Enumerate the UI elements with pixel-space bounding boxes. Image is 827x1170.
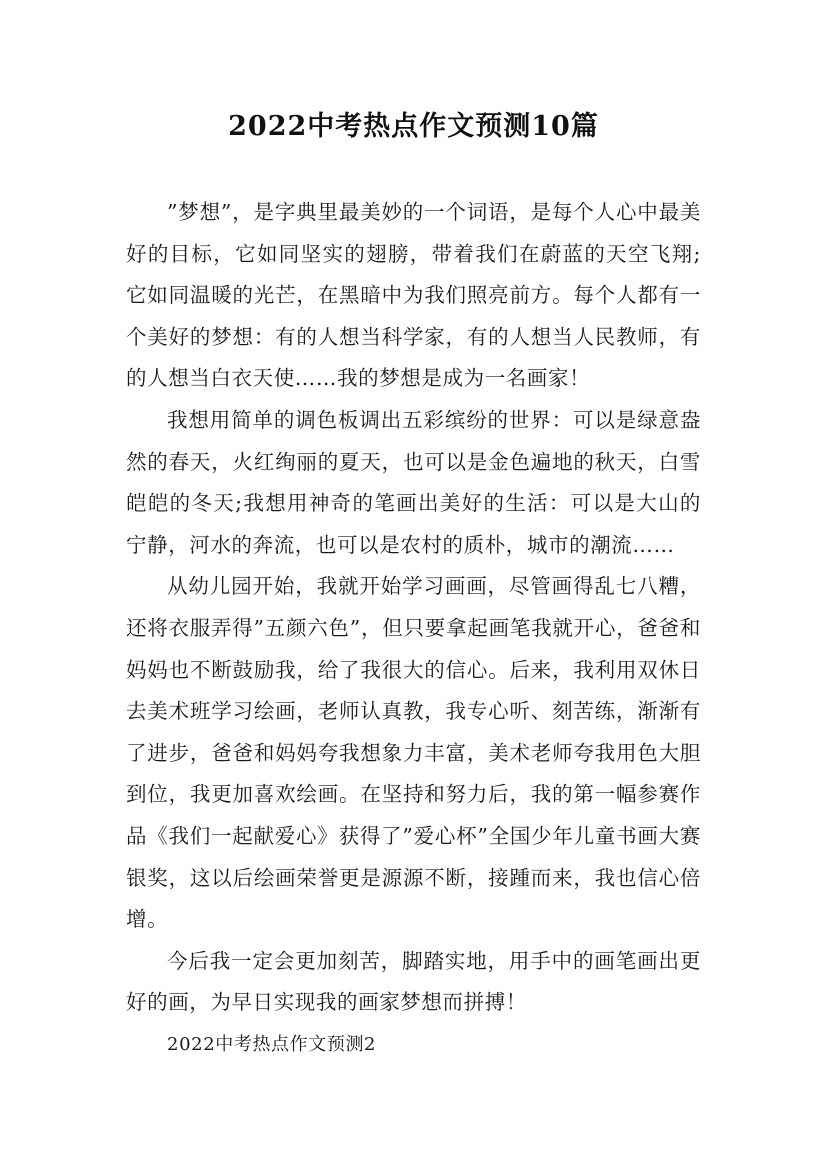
document-body [126,192,701,1065]
paragraph-learning: 从幼儿园开始，我就开始学习画画，尽管画得乱七八糟，还将衣服弄得”五颜六色”，但只要拿起画笔我就开心，爸爸和妈妈也不断鼓励我，给了我很大的信心。后来，我利用双休日去美术班学习绘画，老师认真教，我专心听、刻苦练，渐渐有了进步，爸爸和妈妈夸我想象力丰富，美术老师夸我用色大胆到位，我更加喜欢绘画。在坚持和努力后，我的第一幅参赛作品《我们一起献爱心》获得了”爱心杯”全国少年儿童书画大赛银奖，这以后绘画荣誉更是源源不断，接踵而来，我也信心倍增。 [126,574,701,932]
next-essay-heading: 2022中考热点作文预测2 [167,1033,377,1055]
paragraph-dream-intro: ”梦想”，是字典里最美妙的一个词语，是每个人心中最美好的目标，它如同坚实的翅膀，带着我们在蔚蓝的天空飞翔;它如同温暖的光芒，在黑暗中为我们照亮前方。每个人都有一个美好的梦想：有的人想当科学家，有的人想当人民教师，有的人想当白衣天使……我的梦想是成为一名画家！ [126,200,701,391]
paragraph-future: 今后我一定会更加刻苦，脚踏实地，用手中的画笔画出更好的画，为早日实现我的画家梦想而拼搏！ [126,948,701,1015]
paragraph-palette: 我想用简单的调色板调出五彩缤纷的世界：可以是绿意盎然的春天，火红绚丽的夏天，也可以是金色遍地的秋天，白雪皑皑的冬天;我想用神奇的笔画出美好的生活：可以是大山的宁静，河水的奔流，也可以是农村的质朴，城市的潮流…… [126,407,701,557]
document-title: 2022中考热点作文预测10篇 [228,111,599,142]
